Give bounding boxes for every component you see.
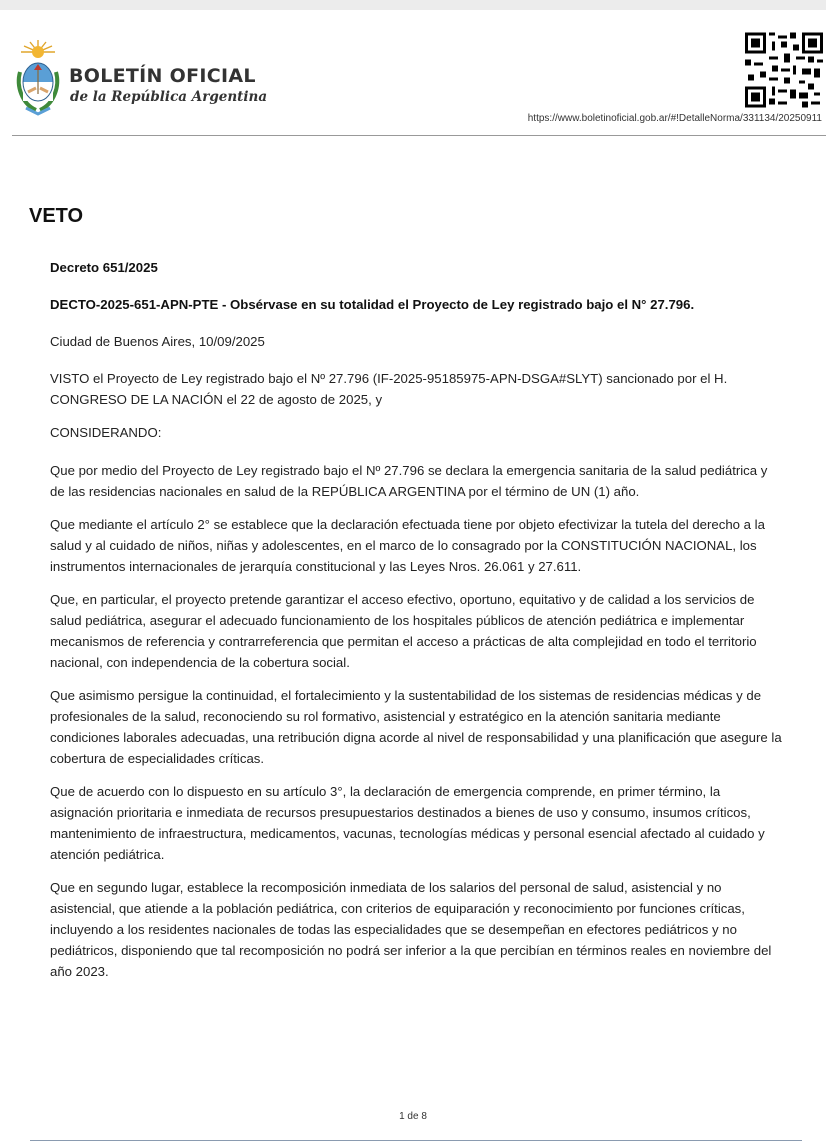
decree-summary: DECTO-2025-651-APN-PTE - Obsérvase en su totalidad el Proyecto de Ley registrado bajo el N° 27.796. — [50, 297, 695, 312]
paragraph: Que por medio del Proyecto de Ley registrado bajo el Nº 27.796 se declara la emergencia sanitaria de la salud pediátrica y de las residencias nacionales en salud de la REPÚBLICA ARGENTINA por el término de UN (1) año. — [50, 463, 768, 499]
document-body — [50, 257, 784, 982]
qr-code-icon — [745, 32, 823, 108]
document-url[interactable]: https://www.boletinoficial.gob.ar/#!DetalleNorma/331134/20250911 — [527, 113, 822, 124]
paragraph: Que de acuerdo con lo dispuesto en su artículo 3°, la declaración de emergencia comprende, en primer término, la asignación prioritaria e inmediata de recursos presupuestarios destinados a bienes de uso y consumo, insumos críticos, mantenimiento de infraestructura, medicamentos, vacunas, tecnologías médicas y personal esencial afectado al cuidado y atención pediátrica. — [50, 784, 765, 862]
paragraph: Que mediante el artículo 2° se establece que la declaración efectuada tiene por objeto efectivizar la tutela del derecho a la salud y al cuidado de niños, niñas y adolescentes, en el marco de lo consagrado por la CONSTITUCIÓN NACIONAL, los instrumentos internacionales de jerarquía constitucional y las Leyes Nros. 26.061 y 27.611. — [50, 517, 765, 574]
header-divider — [12, 135, 826, 136]
decree-number: Decreto 651/2025 — [50, 260, 158, 275]
place-date: Ciudad de Buenos Aires, 10/09/2025 — [50, 334, 265, 349]
footer-divider — [30, 1140, 802, 1141]
paragraph: Que, en particular, el proyecto pretende garantizar el acceso efectivo, oportuno, equitativo y de calidad a los servicios de salud pediátrica, asegurar el adecuado funcionamiento de los hospitales públicos de atención pediátrica e implementar mecanismos de referencia y contrarreferencia que permitan el acceso a prácticas de alta complejidad en todo el territorio nacional, con independencia de la cobertura social. — [50, 592, 757, 670]
brand-subtitle: de la República Argentina — [70, 89, 268, 105]
paragraph: Que asimismo persigue la continuidad, el fortalecimiento y la sustentabilidad de los sistemas de residencias médicas y de profesionales de la salud, reconociendo su rol formativo, asistencial y estratégico en la atención sanitaria mediante condiciones laborales adecuadas, una retribución digna acorde al nivel de responsabilidad y una planificación que asegure la cobertura de especialidades críticas. — [50, 688, 782, 766]
page-number: 1 de 8 — [399, 1111, 427, 1122]
brand-title: BOLETÍN OFICIAL — [69, 65, 256, 87]
paragraph: VISTO el Proyecto de Ley registrado bajo el Nº 27.796 (IF-2025-95185975-APN-DSGA#SLYT) sancionado por el H. CONGRESO DE LA NACIÓN el 22 de agosto de 2025, y — [50, 371, 728, 407]
coat-of-arms-logo — [12, 38, 64, 118]
section-heading: VETO — [29, 205, 84, 227]
paragraph: CONSIDERANDO: — [50, 425, 162, 440]
top-bar — [0, 0, 826, 10]
paragraph: Que en segundo lugar, establece la recomposición inmediata de los salarios del personal de salud, asistencial y no asistencial, que atiende a la población pediátrica, con criterios de equiparación y reconocimiento por funciones críticas, incluyendo a los residentes nacionales de todas las especialidades que se desempeñan en efectores pediátricos y no pediátricos, disponiendo que tal recomposición no podrá ser inferior a la que percibían en términos reales en noviembre del año 2023. — [50, 880, 772, 979]
